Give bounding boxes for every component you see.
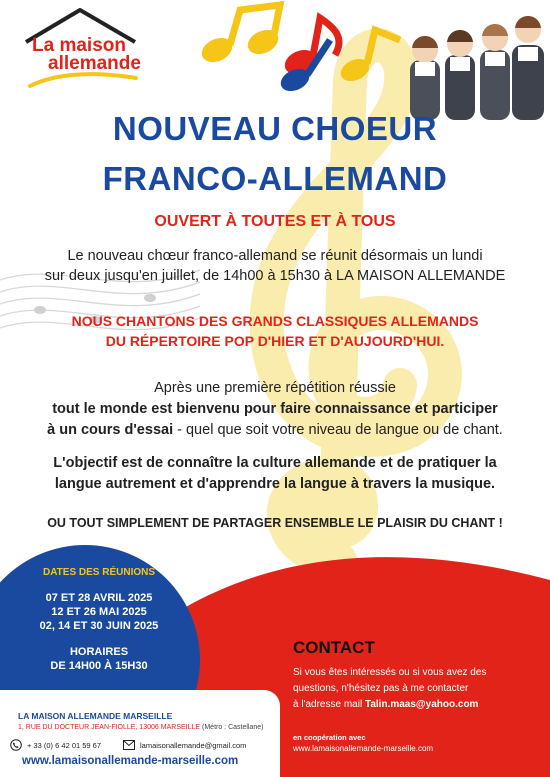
title-line1: NOUVEAU CHOEUR [112,110,438,147]
intro-line1: Le nouveau chœur franco-allemand se réunit désormais un lundi [67,248,483,264]
contact-heading: CONTACT [293,638,375,657]
footer-org: LA MAISON ALLEMANDE MARSEILLE [18,711,173,721]
phone-icon [10,739,22,751]
logo-swoosh [28,70,138,90]
logo [18,6,143,91]
date-line3: 02, 14 ET 30 JUIN 2025 [39,620,159,632]
footer-phone[interactable]: + 33 (0) 6 42 01 59 67 [27,741,102,750]
date-line1: 07 ET 28 AVRIL 2025 [45,592,153,604]
closing-line: OU TOUT SIMPLEMENT DE PARTAGER ENSEMBLE LE PLAISIR DU CHANT ! [47,516,503,530]
hours-heading: HORAIRES [69,646,129,658]
footer-metro: (Métro : Castellane) [202,724,264,731]
subtitle: OUVERT À TOUTES ET À TOUS [154,213,396,230]
repertoire-line1: NOUS CHANTONS DES GRANDS CLASSIQUES ALLEMANDS [71,313,479,329]
contact-email-link[interactable]: Talin.maas@yahoo.com [364,699,479,710]
repertoire-line2: DU RÉPERTOIRE POP D'HIER ET D'AUJOURD'HUI. [105,333,445,349]
contact-line3 [293,697,478,713]
contact-line1: Si vous êtes intéressés ou si vous avez des [293,667,487,678]
coop-label: en coopération avec [293,733,366,742]
contact-email-prefix: à l'adresse mail [293,699,365,710]
footer-website[interactable]: www.lamaisonallemande-marseille.com [22,755,239,767]
rehearsal-line3-rest: - quel que soit votre niveau de langue ou de chant. [173,422,503,438]
contact-line2: questions, n'hésitez pas à me contacter [293,683,469,694]
hours-value: DE 14H00 À 15H30 [50,660,148,672]
logo-line1: La maison [32,35,126,56]
rehearsal-line3-bold: à un cours d'essai [47,422,174,438]
date-line2: 12 ET 26 MAI 2025 [51,606,147,618]
footer-email[interactable]: lamaisonallemande@gmail.com [140,741,247,750]
email-icon [123,740,135,750]
footer-address-text: 1, RUE DU DOCTEUR JEAN-FIOLLE, 13006 MARSEILLE [18,724,201,731]
footer-address [18,724,263,731]
objective-line2: langue autrement et d'apprendre la langue à travers la musique. [54,476,496,492]
title-line2: FRANCO-ALLEMAND [102,160,448,197]
objective-line1: L'objectif est de connaître la culture allemande et de pratiquer la [53,455,497,471]
dates-heading: DATES DES RÉUNIONS [42,567,156,578]
rehearsal-line2: tout le monde est bienvenu pour faire connaissance et participer [52,401,498,417]
rehearsal-line1: Après une première répétition réussie [154,380,396,396]
music-notes-illustration [195,0,405,110]
logo-line2: allemande [48,53,141,74]
rehearsal-line3 [0,420,550,440]
coop-site-link[interactable]: www.lamaisonallemande-marseille.com [293,744,434,753]
intro-line2: sur deux jusqu'en juillet, de 14h00 à 15h30 à LA MAISON ALLEMANDE [44,268,506,284]
